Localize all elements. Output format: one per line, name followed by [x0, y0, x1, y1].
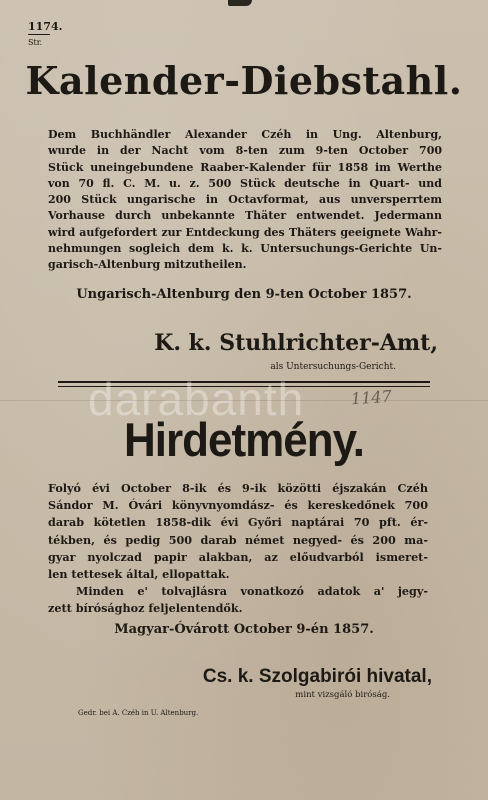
shelfmark-number: 1174.: [28, 20, 63, 33]
notice2-line: darab kötetlen 1858-dik évi Győri naptárai 70 pft. ér-: [48, 515, 428, 530]
notice1-title: Kalender-Diebstahl.: [25, 58, 463, 103]
notice1-office-sub: als Untersuchungs-Gericht.: [270, 362, 396, 372]
printer-imprint: Gedr. bei A. Czéh in U. Altenburg.: [78, 709, 199, 717]
notice2-line: len tettesek által, ellopattak.: [48, 567, 230, 582]
shelfmark-abbr: Str.: [28, 34, 50, 49]
notice2-body: [48, 480, 428, 618]
notice1-line: garisch-Altenburg mitzutheilen.: [48, 258, 247, 272]
notice1-body: [48, 127, 442, 274]
notice2-line: Sándor M. Óvári könyvnyomdász- és kereskedőnek 700: [48, 498, 428, 513]
notice1-line: von 70 fl. C. M. u. z. 500 Stück deutsche in Quart- und: [48, 176, 442, 190]
notice1-office: K. k. Stuhlrichter-Amt,: [154, 330, 438, 356]
notice2-line: tékben, és pedig 500 darab német negyed- és 200 ma-: [48, 532, 428, 547]
notice2-title: Hirdetmény.: [123, 414, 365, 467]
notice2-office-sub: mint vizsgáló biróság.: [295, 690, 390, 700]
notice2-line: zett bírósághoz feljelentendők.: [48, 601, 243, 616]
notice2-line: gyar nyolczad papir alakban, az előudvarból ismeret-: [48, 549, 428, 564]
notice1-line: Vorhause durch unbekannte Thäter entwendet. Jedermann: [48, 209, 442, 223]
torn-edge: [228, 0, 252, 6]
shelfmark: [28, 20, 62, 49]
notice2-line: Minden e' tolvajlásra vonatkozó adatok a' jegy-: [76, 584, 428, 599]
notice2-date: Magyar-Óvárott October 9-én 1857.: [114, 622, 374, 637]
notice1-line: 200 Stück ungarische in Octavformat, aus unversperrtem: [48, 193, 442, 207]
divider-rule: [58, 381, 430, 383]
paper-fold: [0, 400, 488, 401]
handwritten-note: 1147: [350, 386, 393, 409]
notice1-line: Stück uneingebundene Raaber-Kalender für 1858 im Werthe: [48, 160, 442, 174]
watermark: darabanth: [88, 373, 305, 425]
notice1-line: Dem Buchhändler Alexander Czéh in Ung. Altenburg,: [48, 128, 442, 141]
notice1-line: wurde in der Nacht vom 8-ten zum 9-ten October 700: [48, 144, 442, 158]
notice1-line: nehmungen sogleich dem k. k. Untersuchungs-Gerichte Un-: [48, 242, 442, 256]
notice2-office: Cs. k. Szolgabirói hivatal,: [202, 666, 432, 687]
notice1-date: Ungarisch-Altenburg den 9-ten October 1857.: [76, 287, 412, 302]
notice1-line: wird aufgefordert zur Entdeckung des Thäters geeignete Wahr-: [48, 225, 442, 239]
notice2-line: Folyó évi October 8-ik és 9-ik közötti éjszakán Czéh: [48, 481, 428, 495]
